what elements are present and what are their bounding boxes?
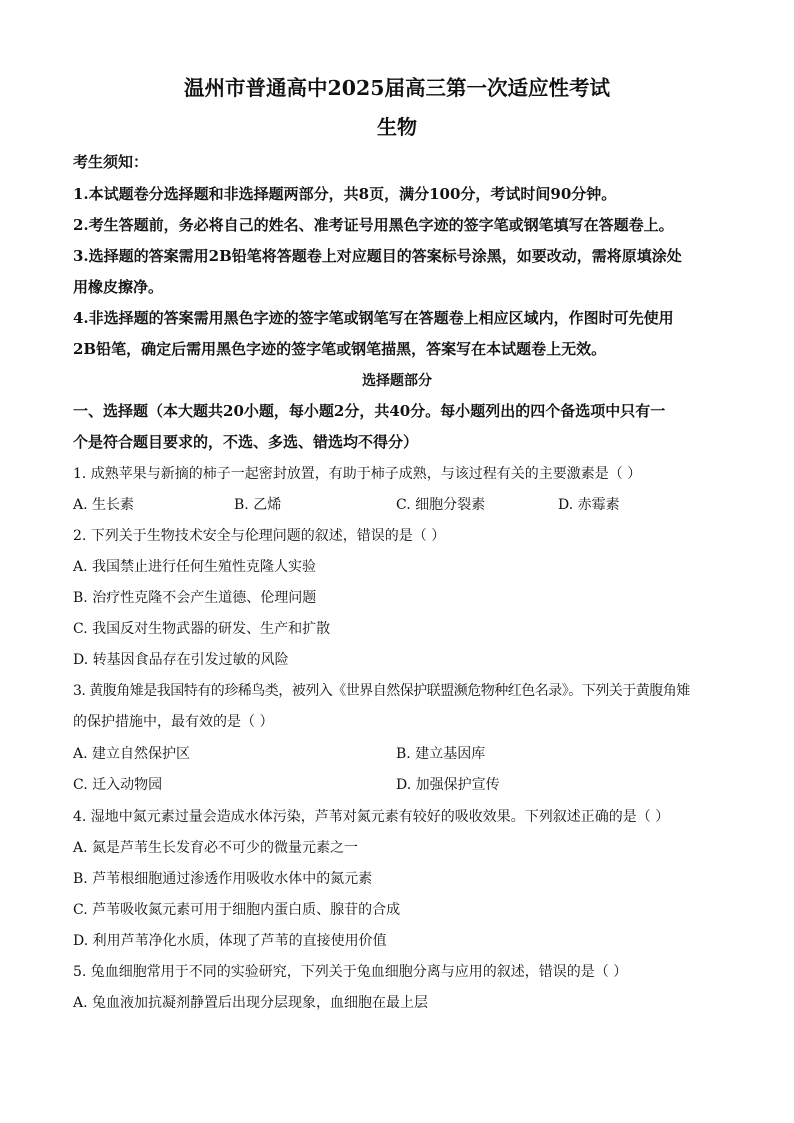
question-4-stem: 4. 湿地中氮元素过量会造成水体污染，芦苇对氮元素有较好的吸收效果。下列叙述正确的是（ ） — [73, 809, 670, 825]
question-3-option-b: B. 建立基因库 — [396, 746, 486, 762]
part-title: 选择题部分 — [362, 373, 432, 389]
question-2-stem: 2. 下列关于生物技术安全与伦理问题的叙述，错误的是（ ） — [73, 528, 446, 544]
question-2-option-d: D. 转基因食品存在引发过敏的风险 — [73, 652, 289, 668]
question-3-stem: 3. 黄腹角雉是我国特有的珍稀鸟类，被列入《世界自然保护联盟濒危物种红色名录》。下列关于黄腹角雉 — [73, 683, 690, 699]
notice-item-4-cont: 2B铅笔，确定后需用黑色字迹的签字笔或钢笔描黑，答案写在本试题卷上无效。 — [73, 340, 607, 358]
section-heading-cont: 个是符合题目要求的，不选、多选、错选均不得分） — [73, 433, 419, 451]
section-heading: 一、选择题（本大题共20小题，每小题2分，共40分。每小题列出的四个备选项中只有一 — [73, 402, 666, 420]
question-2-option-b: B. 治疗性克隆不会产生道德、伦理问题 — [73, 590, 317, 606]
question-1-option-c: C. 细胞分裂素 — [396, 497, 486, 513]
question-3-option-d: D. 加强保护宣传 — [396, 777, 500, 793]
question-1-option-b: B. 乙烯 — [234, 497, 282, 513]
question-2-option-c: C. 我国反对生物武器的研发、生产和扩散 — [73, 621, 331, 637]
notice-heading: 考生须知： — [73, 153, 149, 171]
question-4-option-d: D. 利用芦苇净化水质，体现了芦苇的直接使用价值 — [73, 933, 387, 949]
subject-title: 生物 — [377, 115, 417, 139]
question-4-option-b: B. 芦苇根细胞通过渗透作用吸收水体中的氮元素 — [73, 871, 373, 887]
question-5-option-a: A. 兔血液加抗凝剂静置后出现分层现象，血细胞在最上层 — [73, 995, 429, 1011]
exam-title: 温州市普通高中2025届高三第一次适应性考试 — [183, 76, 611, 100]
question-1-option-d: D. 赤霉素 — [558, 497, 620, 513]
question-4-option-a: A. 氮是芦苇生长发育必不可少的微量元素之一 — [73, 840, 359, 856]
question-5-stem: 5. 兔血细胞常用于不同的实验研究，下列关于兔血细胞分离与应用的叙述，错误的是（ ） — [73, 964, 628, 980]
notice-item-1: 1.本试题卷分选择题和非选择题两部分，共8页，满分100分，考试时间90分钟。 — [73, 185, 617, 203]
notice-item-2: 2.考生答题前，务必将自己的姓名、准考证号用黑色字迹的签字笔或钢笔填写在答题卷上。 — [73, 216, 674, 234]
question-4-option-c: C. 芦苇吸收氮元素可用于细胞内蛋白质、腺苷的合成 — [73, 902, 401, 918]
notice-item-4: 4.非选择题的答案需用黑色字迹的签字笔或钢笔写在答题卷上相应区域内，作图时可先使用 — [73, 309, 674, 327]
question-3-stem-cont: 的保护措施中，最有效的是（ ） — [73, 714, 274, 730]
question-2-option-a: A. 我国禁止进行任何生殖性克隆人实验 — [73, 559, 317, 575]
question-1-stem: 1. 成熟苹果与新摘的柿子一起密封放置，有助于柿子成熟，与该过程有关的主要激素是（ ） — [73, 466, 642, 482]
notice-item-3: 3.选择题的答案需用2B铅笔将答题卷上对应题目的答案标号涂黑，如要改动，需将原填涂处 — [73, 247, 682, 265]
question-3-option-c: C. 迁入动物园 — [73, 777, 163, 793]
notice-item-3-cont: 用橡皮擦净。 — [73, 278, 164, 296]
question-1-option-a: A. 生长素 — [73, 497, 135, 513]
question-3-option-a: A. 建立自然保护区 — [73, 746, 191, 762]
